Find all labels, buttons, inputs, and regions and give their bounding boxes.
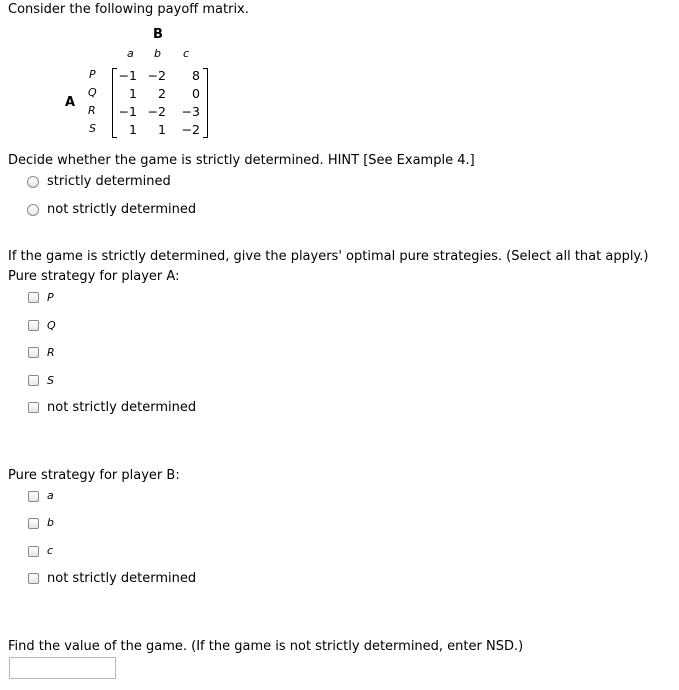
matrix-cell: −2 — [147, 68, 166, 83]
checkbox-b-a[interactable] — [28, 491, 39, 502]
checkbox-b-c[interactable] — [28, 546, 39, 557]
checkbox-b-not-strictly-determined[interactable] — [28, 573, 39, 584]
checkbox-b-b[interactable] — [28, 518, 39, 529]
checkbox-a-q[interactable] — [28, 320, 39, 331]
prompt-text: Consider the following payoff matrix. — [8, 2, 249, 17]
option-label-b-not-strictly-determined[interactable]: not strictly determined — [47, 571, 197, 586]
matrix-right-bracket — [203, 68, 208, 138]
matrix-cell: −1 — [118, 104, 137, 119]
radio-not-strictly-determined[interactable] — [27, 204, 39, 216]
option-label-strictly-determined[interactable]: strictly determined — [47, 174, 171, 189]
matrix-cell: 1 — [129, 122, 137, 137]
checkbox-a-s[interactable] — [28, 375, 39, 386]
matrix-cell: −2 — [181, 122, 200, 137]
row-label-r: R — [88, 104, 96, 117]
option-label-a-s[interactable]: S — [47, 374, 54, 387]
option-label-a-r[interactable]: R — [47, 346, 55, 359]
column-player-label: B — [153, 27, 163, 42]
row-label-p: P — [89, 68, 96, 81]
checkbox-a-not-strictly-determined[interactable] — [28, 402, 39, 413]
radio-strictly-determined[interactable] — [27, 176, 39, 188]
column-label-a: a — [127, 47, 134, 60]
option-label-b-c[interactable]: c — [47, 544, 54, 557]
matrix-cell: 1 — [158, 122, 166, 137]
player-b-strategy-label: Pure strategy for player B: — [8, 468, 180, 483]
question-pure-strategies: If the game is strictly determined, give the players' optimal pure strategies. (Select all that apply.) — [8, 249, 649, 264]
column-label-c: c — [183, 47, 190, 60]
column-label-b: b — [154, 47, 161, 60]
option-label-b-b[interactable]: b — [47, 516, 54, 529]
checkbox-a-r[interactable] — [28, 347, 39, 358]
row-player-label: A — [65, 95, 76, 110]
matrix-cell: −3 — [181, 104, 200, 119]
option-label-a-not-strictly-determined[interactable]: not strictly determined — [47, 400, 197, 415]
option-label-b-a[interactable]: a — [47, 489, 54, 502]
option-label-a-p[interactable]: P — [47, 291, 54, 304]
option-label-a-q[interactable]: Q — [47, 319, 56, 332]
checkbox-a-p[interactable] — [28, 292, 39, 303]
game-value-input[interactable] — [9, 657, 116, 679]
matrix-cell: 2 — [158, 86, 166, 101]
matrix-cell: 8 — [192, 68, 200, 83]
matrix-cell: 0 — [192, 86, 200, 101]
option-label-not-strictly-determined[interactable]: not strictly determined — [47, 202, 197, 217]
player-a-strategy-label: Pure strategy for player A: — [8, 269, 180, 284]
matrix-cell: −2 — [147, 104, 166, 119]
question-strictly-determined: Decide whether the game is strictly determined. HINT [See Example 4.] — [8, 153, 475, 168]
row-label-q: Q — [88, 86, 97, 99]
matrix-cell: −1 — [118, 68, 137, 83]
row-label-s: S — [89, 122, 96, 135]
matrix-cell: 1 — [129, 86, 137, 101]
question-game-value: Find the value of the game. (If the game is not strictly determined, enter NSD.) — [8, 639, 524, 654]
